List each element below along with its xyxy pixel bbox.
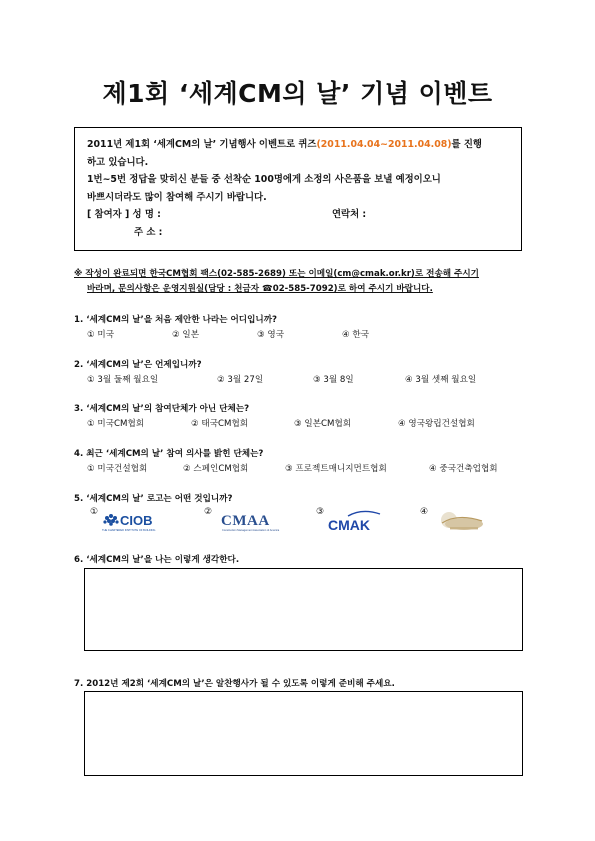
- option[interactable]: ② 태국CM협회: [191, 419, 249, 429]
- info-text: 2011년 제1회 ‘세계CM의 날’ 기념행사 이벤트로 퀴즈: [87, 139, 317, 150]
- option[interactable]: ② 일본: [172, 330, 200, 340]
- info-line-3: 1번~5번 정답을 맞히신 분들 중 선착순 100명에게 소정의 사은품을 보낼 예정이오니: [87, 174, 441, 185]
- info-line-4: 바쁘시더라도 많이 참여해 주시기 바랍니다.: [87, 191, 267, 203]
- option[interactable]: ③ 프로젝트매니지먼트협회: [285, 464, 387, 474]
- option[interactable]: ④ 3월 셋째 월요일: [405, 375, 477, 385]
- cmak-logo: [316, 507, 396, 533]
- option-number: ②: [204, 507, 213, 517]
- info-line-2: 하고 있습니다.: [87, 156, 149, 168]
- contact-label: 연락처 :: [332, 209, 367, 220]
- event-dates: (2011.04.04~2011.04.08): [316, 139, 452, 150]
- option[interactable]: ④ 한국: [342, 330, 370, 340]
- option-number: ③: [316, 507, 325, 517]
- submission-notice: [74, 267, 534, 297]
- question-6: 6. ‘세계CM의 날’을 나는 이렇게 생각한다.: [74, 555, 240, 565]
- cmak-logo-text: CMAK: [328, 517, 370, 533]
- cmaa-logo: [204, 507, 284, 533]
- notice-text: 바라며, 문의사항은 운영지원실(담당 : 천금자 ☎02-585-7092)로 하여 주시기 바랍니다.: [87, 284, 433, 294]
- world-cm-day-logo: [420, 507, 500, 533]
- option[interactable]: ③ 3월 8일: [313, 375, 354, 385]
- notice-text: ※ 작성이 완료되면 한국CM협회 팩스(02-585-2689) 또는 이메일(cm@cmak.or.kr)로 전송해 주시기: [74, 269, 479, 279]
- option[interactable]: ② 스페인CM협회: [183, 464, 249, 474]
- cmaa-logo-text: CMAA: [221, 513, 270, 529]
- option[interactable]: ① 3월 둘째 월요일: [87, 375, 159, 385]
- question-4: 4. 최근 ‘세계CM의 날’ 참여 의사를 밝힌 단체는?: [74, 449, 264, 459]
- question-2: 2. ‘세계CM의 날’은 언제입니까?: [74, 360, 202, 370]
- logo-option-cmak[interactable]: [316, 507, 396, 533]
- ciob-logo-subtext: THE CHARTERED INSTITUTE OF BUILDING: [102, 529, 156, 532]
- option[interactable]: ① 미국: [87, 330, 115, 340]
- question-3: 3. ‘세계CM의 날’의 참여단체가 아닌 단체는?: [74, 404, 250, 414]
- logo-option-ciob[interactable]: [90, 507, 170, 533]
- option[interactable]: ④ 영국왕립건설협회: [398, 419, 475, 429]
- name-label: [ 참여자 ] 성 명 :: [87, 209, 161, 220]
- page-title: 제1회 ‘세계CM의 날’ 기념 이벤트: [102, 79, 493, 108]
- option-number: ①: [90, 507, 99, 517]
- option[interactable]: ④ 중국건축업협회: [429, 464, 498, 474]
- cmaa-logo-subtext: Construction Management Association of America: [222, 529, 280, 532]
- ciob-logo-text: CIOB: [120, 513, 153, 528]
- question-7: 7. 2012년 제2회 ‘세계CM의 날’은 알찬행사가 될 수 있도록 이렇게 준비해 주세요.: [74, 679, 395, 689]
- logo-option-4[interactable]: [420, 507, 500, 533]
- option[interactable]: ② 3월 27일: [217, 375, 264, 385]
- option-number: ④: [420, 507, 429, 517]
- info-box: [74, 127, 522, 251]
- option[interactable]: ③ 일본CM협회: [294, 419, 352, 429]
- answer-box-7[interactable]: [84, 691, 523, 776]
- answer-box-6[interactable]: [84, 568, 523, 651]
- ciob-logo: [90, 507, 170, 533]
- question-1: 1. ‘세계CM의 날’을 처음 제안한 나라는 어디입니까?: [74, 315, 277, 325]
- notice-line-1: [74, 267, 534, 282]
- address-label: 주 소 :: [134, 226, 163, 238]
- info-text: 를 진행: [451, 139, 482, 150]
- info-line-1: [87, 136, 511, 154]
- option[interactable]: ① 미국건설협회: [87, 464, 148, 474]
- option[interactable]: ① 미국CM협회: [87, 419, 145, 429]
- notice-line-2: [74, 282, 534, 297]
- logo-option-cmaa[interactable]: [204, 507, 284, 533]
- option[interactable]: ③ 영국: [257, 330, 285, 340]
- question-5: 5. ‘세계CM의 날’ 로고는 어떤 것입니까?: [74, 494, 233, 504]
